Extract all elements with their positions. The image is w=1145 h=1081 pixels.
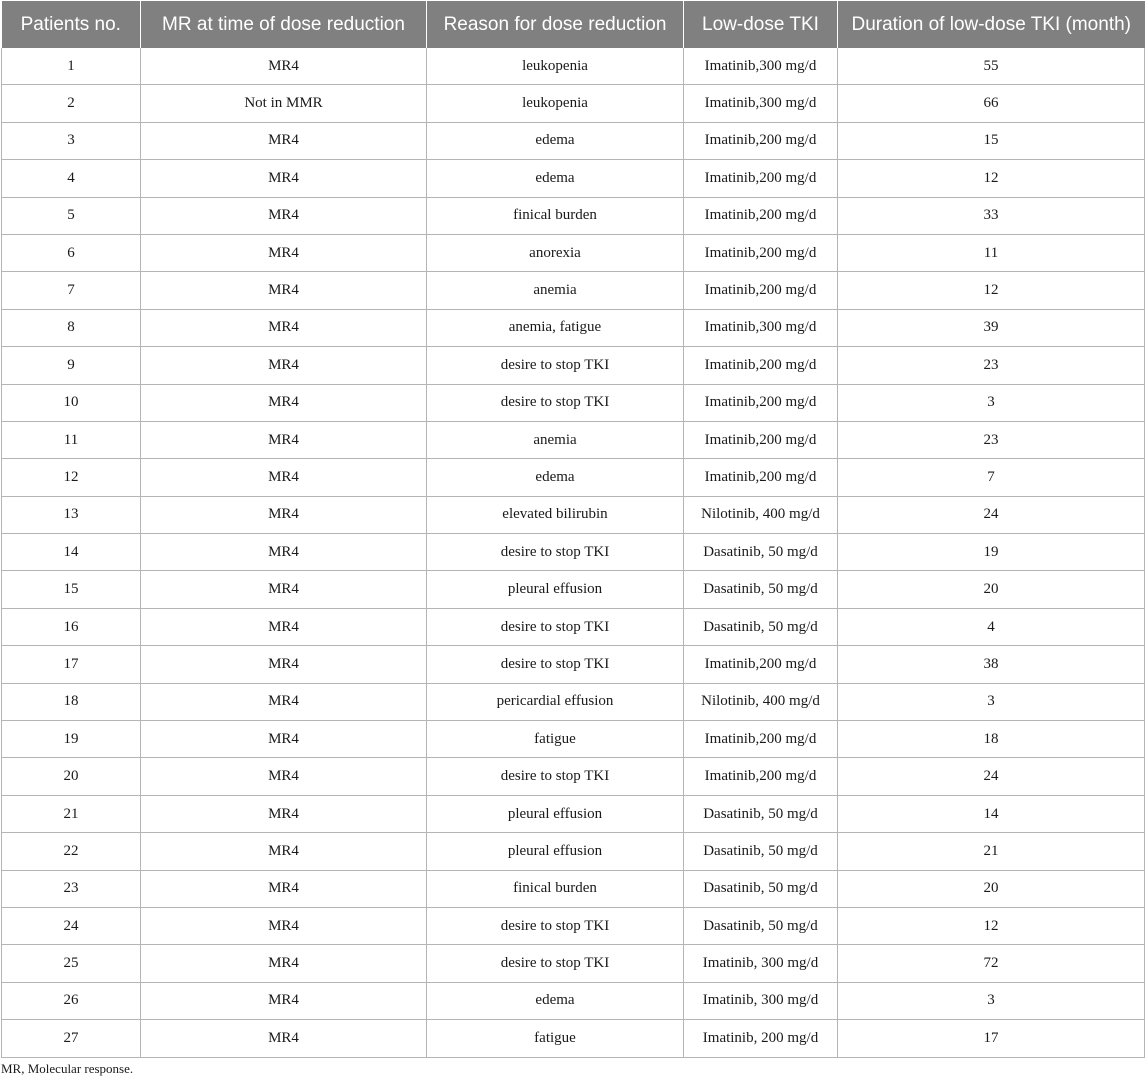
cell-low-dose-tki: Imatinib,200 mg/d	[684, 234, 838, 271]
cell-reason: desire to stop TKI	[427, 608, 684, 645]
table-row	[2, 870, 1145, 907]
cell-reason: desire to stop TKI	[427, 384, 684, 421]
cell-patient-no: 9	[2, 347, 141, 384]
cell-duration: 4	[838, 608, 1145, 645]
cell-reason: anemia, fatigue	[427, 309, 684, 346]
table-row	[2, 534, 1145, 571]
table-row	[2, 347, 1145, 384]
cell-patient-no: 27	[2, 1020, 141, 1057]
cell-mr: MR4	[141, 309, 427, 346]
table-row	[2, 833, 1145, 870]
cell-mr: MR4	[141, 945, 427, 982]
cell-reason: leukopenia	[427, 48, 684, 85]
cell-patient-no: 12	[2, 459, 141, 496]
cell-patient-no: 19	[2, 721, 141, 758]
cell-low-dose-tki: Imatinib,200 mg/d	[684, 122, 838, 159]
cell-patient-no: 10	[2, 384, 141, 421]
cell-reason: fatigue	[427, 721, 684, 758]
cell-mr: MR4	[141, 347, 427, 384]
cell-low-dose-tki: Dasatinib, 50 mg/d	[684, 795, 838, 832]
cell-reason: pleural effusion	[427, 795, 684, 832]
cell-mr: MR4	[141, 870, 427, 907]
cell-patient-no: 18	[2, 683, 141, 720]
cell-patient-no: 1	[2, 48, 141, 85]
table-row	[2, 272, 1145, 309]
cell-duration: 23	[838, 347, 1145, 384]
cell-reason: edema	[427, 982, 684, 1019]
header-mr-at-reduction: MR at time of dose reduction	[141, 1, 427, 48]
cell-patient-no: 21	[2, 795, 141, 832]
table-row	[2, 795, 1145, 832]
cell-low-dose-tki: Imatinib,200 mg/d	[684, 160, 838, 197]
cell-patient-no: 13	[2, 496, 141, 533]
table-footnote: MR, Molecular response.	[1, 1061, 134, 1076]
cell-mr: MR4	[141, 384, 427, 421]
table-row	[2, 646, 1145, 683]
cell-patient-no: 7	[2, 272, 141, 309]
cell-patient-no: 11	[2, 421, 141, 458]
cell-patient-no: 5	[2, 197, 141, 234]
cell-low-dose-tki: Dasatinib, 50 mg/d	[684, 907, 838, 944]
cell-mr: MR4	[141, 1020, 427, 1057]
cell-reason: finical burden	[427, 870, 684, 907]
cell-low-dose-tki: Imatinib,200 mg/d	[684, 758, 838, 795]
table-row	[2, 945, 1145, 982]
cell-duration: 3	[838, 982, 1145, 1019]
table-body	[2, 48, 1145, 1057]
cell-duration: 19	[838, 534, 1145, 571]
cell-mr: MR4	[141, 571, 427, 608]
cell-patient-no: 2	[2, 85, 141, 122]
cell-duration: 21	[838, 833, 1145, 870]
cell-duration: 39	[838, 309, 1145, 346]
cell-reason: edema	[427, 122, 684, 159]
table-row	[2, 160, 1145, 197]
cell-reason: desire to stop TKI	[427, 758, 684, 795]
cell-duration: 3	[838, 683, 1145, 720]
cell-patient-no: 25	[2, 945, 141, 982]
header-patients-no: Patients no.	[2, 1, 141, 48]
header-row	[2, 1, 1145, 48]
cell-mr: MR4	[141, 421, 427, 458]
cell-low-dose-tki: Imatinib,200 mg/d	[684, 197, 838, 234]
cell-reason: pericardial effusion	[427, 683, 684, 720]
cell-reason: finical burden	[427, 197, 684, 234]
table-row	[2, 571, 1145, 608]
table-row	[2, 608, 1145, 645]
cell-reason: desire to stop TKI	[427, 534, 684, 571]
cell-duration: 7	[838, 459, 1145, 496]
table-row	[2, 48, 1145, 85]
cell-patient-no: 26	[2, 982, 141, 1019]
table-row	[2, 758, 1145, 795]
cell-low-dose-tki: Imatinib, 300 mg/d	[684, 945, 838, 982]
cell-mr: MR4	[141, 758, 427, 795]
cell-duration: 23	[838, 421, 1145, 458]
cell-low-dose-tki: Dasatinib, 50 mg/d	[684, 534, 838, 571]
cell-low-dose-tki: Imatinib,200 mg/d	[684, 347, 838, 384]
cell-mr: MR4	[141, 608, 427, 645]
cell-mr: MR4	[141, 160, 427, 197]
cell-mr: MR4	[141, 459, 427, 496]
header-low-dose-tki: Low-dose TKI	[684, 1, 838, 48]
cell-patient-no: 15	[2, 571, 141, 608]
cell-duration: 55	[838, 48, 1145, 85]
cell-mr: MR4	[141, 197, 427, 234]
cell-patient-no: 6	[2, 234, 141, 271]
cell-duration: 12	[838, 907, 1145, 944]
cell-duration: 66	[838, 85, 1145, 122]
cell-duration: 72	[838, 945, 1145, 982]
table-row	[2, 496, 1145, 533]
cell-reason: leukopenia	[427, 85, 684, 122]
cell-mr: MR4	[141, 48, 427, 85]
table-row	[2, 683, 1145, 720]
cell-mr: Not in MMR	[141, 85, 427, 122]
table-row	[2, 234, 1145, 271]
cell-mr: MR4	[141, 982, 427, 1019]
table-row	[2, 421, 1145, 458]
data-table-container	[1, 1, 1144, 1058]
cell-reason: desire to stop TKI	[427, 646, 684, 683]
table-row	[2, 85, 1145, 122]
cell-patient-no: 14	[2, 534, 141, 571]
cell-mr: MR4	[141, 646, 427, 683]
cell-duration: 24	[838, 496, 1145, 533]
cell-duration: 15	[838, 122, 1145, 159]
cell-low-dose-tki: Imatinib,300 mg/d	[684, 85, 838, 122]
cell-duration: 18	[838, 721, 1145, 758]
cell-low-dose-tki: Imatinib,200 mg/d	[684, 384, 838, 421]
cell-low-dose-tki: Dasatinib, 50 mg/d	[684, 571, 838, 608]
table-row	[2, 384, 1145, 421]
cell-low-dose-tki: Dasatinib, 50 mg/d	[684, 870, 838, 907]
table-row	[2, 721, 1145, 758]
cell-low-dose-tki: Imatinib, 200 mg/d	[684, 1020, 838, 1057]
cell-low-dose-tki: Imatinib, 300 mg/d	[684, 982, 838, 1019]
cell-mr: MR4	[141, 234, 427, 271]
cell-low-dose-tki: Imatinib,200 mg/d	[684, 646, 838, 683]
table-row	[2, 309, 1145, 346]
cell-patient-no: 23	[2, 870, 141, 907]
table-header	[2, 1, 1145, 48]
cell-mr: MR4	[141, 683, 427, 720]
cell-duration: 20	[838, 571, 1145, 608]
cell-low-dose-tki: Imatinib,300 mg/d	[684, 48, 838, 85]
cell-mr: MR4	[141, 122, 427, 159]
table-row	[2, 907, 1145, 944]
cell-low-dose-tki: Dasatinib, 50 mg/d	[684, 608, 838, 645]
cell-low-dose-tki: Nilotinib, 400 mg/d	[684, 496, 838, 533]
cell-low-dose-tki: Imatinib,200 mg/d	[684, 272, 838, 309]
cell-reason: anemia	[427, 421, 684, 458]
cell-patient-no: 4	[2, 160, 141, 197]
table-row	[2, 459, 1145, 496]
table-row	[2, 122, 1145, 159]
cell-low-dose-tki: Imatinib,200 mg/d	[684, 421, 838, 458]
cell-low-dose-tki: Imatinib,300 mg/d	[684, 309, 838, 346]
table-row	[2, 197, 1145, 234]
cell-patient-no: 16	[2, 608, 141, 645]
cell-duration: 33	[838, 197, 1145, 234]
cell-patient-no: 8	[2, 309, 141, 346]
cell-duration: 17	[838, 1020, 1145, 1057]
cell-reason: desire to stop TKI	[427, 945, 684, 982]
cell-duration: 20	[838, 870, 1145, 907]
cell-low-dose-tki: Imatinib,200 mg/d	[684, 721, 838, 758]
cell-patient-no: 3	[2, 122, 141, 159]
cell-reason: anorexia	[427, 234, 684, 271]
cell-duration: 24	[838, 758, 1145, 795]
cell-mr: MR4	[141, 496, 427, 533]
cell-reason: fatigue	[427, 1020, 684, 1057]
cell-reason: elevated bilirubin	[427, 496, 684, 533]
cell-mr: MR4	[141, 534, 427, 571]
cell-reason: desire to stop TKI	[427, 347, 684, 384]
cell-patient-no: 22	[2, 833, 141, 870]
cell-low-dose-tki: Dasatinib, 50 mg/d	[684, 833, 838, 870]
cell-duration: 3	[838, 384, 1145, 421]
cell-mr: MR4	[141, 795, 427, 832]
table-row	[2, 982, 1145, 1019]
header-reason: Reason for dose reduction	[427, 1, 684, 48]
cell-patient-no: 17	[2, 646, 141, 683]
cell-reason: edema	[427, 160, 684, 197]
cell-low-dose-tki: Nilotinib, 400 mg/d	[684, 683, 838, 720]
cell-duration: 11	[838, 234, 1145, 271]
cell-mr: MR4	[141, 272, 427, 309]
cell-duration: 12	[838, 160, 1145, 197]
cell-duration: 12	[838, 272, 1145, 309]
cell-mr: MR4	[141, 721, 427, 758]
cell-reason: pleural effusion	[427, 571, 684, 608]
cell-reason: pleural effusion	[427, 833, 684, 870]
cell-reason: desire to stop TKI	[427, 907, 684, 944]
dose-reduction-table	[1, 1, 1145, 1058]
cell-reason: anemia	[427, 272, 684, 309]
cell-mr: MR4	[141, 833, 427, 870]
cell-patient-no: 20	[2, 758, 141, 795]
cell-mr: MR4	[141, 907, 427, 944]
cell-duration: 14	[838, 795, 1145, 832]
header-duration: Duration of low-dose TKI (month)	[838, 1, 1145, 48]
cell-low-dose-tki: Imatinib,200 mg/d	[684, 459, 838, 496]
table-row	[2, 1020, 1145, 1057]
cell-reason: edema	[427, 459, 684, 496]
cell-patient-no: 24	[2, 907, 141, 944]
cell-duration: 38	[838, 646, 1145, 683]
